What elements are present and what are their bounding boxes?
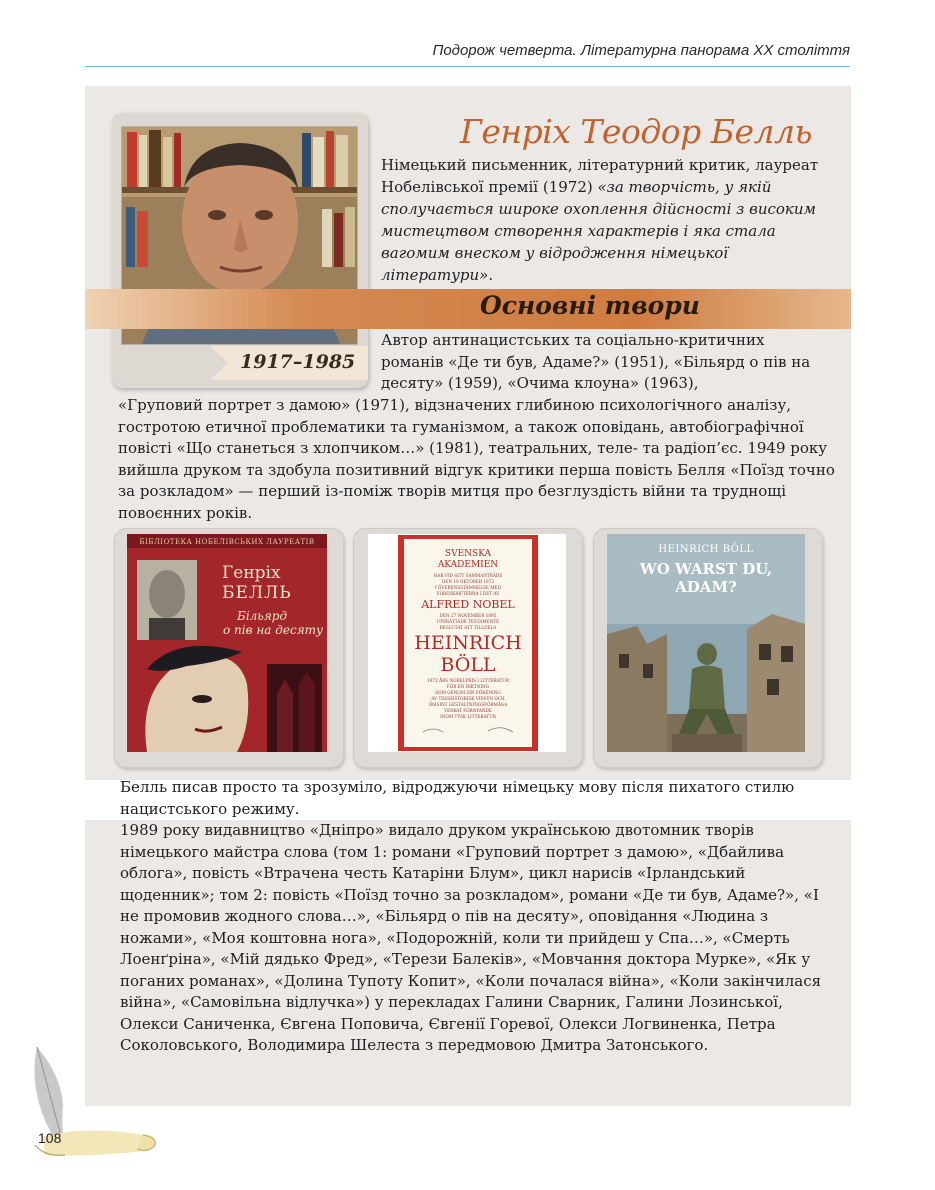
diploma-small6: UPPRÄTTADE TESTAMENTE <box>436 619 500 624</box>
diploma-small14: INOM TYSK LITTERATUR <box>440 714 496 719</box>
works-text-part2: «Груповий портрет з дамою» (1971), відзначених глибиною психологічного аналізу, гостротою етичної проблематики та гуманізмом, а також оповідань, автобіографічної повісті «Що станеться з хлопчиком…» (1981), театральних, теле- та радіоп’єс. 1949 року вийшла друком та здобула позитивний відгук критики перша повість Белля «Поїзд точно за розкладом» — перший із-поміж творів митця про безглуздість війни та труднощі повоєнних років. <box>118 396 835 522</box>
book-cover-wo-warst-du-adam <box>607 534 805 752</box>
diploma-small12: ÖMSINT GESTALTNINGSFÖRMÅGA <box>428 702 508 707</box>
book1-author-last: БЕЛЛЬ <box>222 583 292 603</box>
intro-plain-text: Німецький письменник, літературний критик, лауреат Нобелівської премії (1972) <box>381 156 819 196</box>
diploma-laureate1: HEINRICH <box>414 632 522 654</box>
paragraph-style: Белль писав просто та зрозуміло, відроджуючи німецьку мову після пихатого стилю нацистського режиму. <box>120 778 795 818</box>
running-header <box>85 40 850 67</box>
book3-author: HEINRICH BÖLL <box>658 544 754 555</box>
diploma-nobel: ALFRED NOBEL <box>421 598 515 611</box>
book3-title-line1: WO WARST DU, <box>639 560 773 578</box>
diploma-small3: I ÖVERENSSTÄMMELSE MED <box>435 585 501 590</box>
book1-title-line2: о пів на десяту <box>223 623 323 637</box>
author-intro <box>381 154 831 286</box>
diploma-line2: AKADEMIEN <box>437 560 499 570</box>
intro-end: . <box>488 266 494 284</box>
diploma-small9: FÖR EN DIKTNING <box>446 684 490 689</box>
diploma-small8: 1972 ÅRS NOBELPRIS I LITTERATUR <box>427 678 509 683</box>
diploma-line1: SVENSKA <box>444 549 492 559</box>
works-text-part1: Автор антинацистських та соціально-критичних романів «Де ти був, Адаме?» (1951), «Більярд о пів на десяту» (1959), «Очима клоуна» (1963), <box>381 331 811 392</box>
diploma-small11: AV TIDSHISTORISK VIDSYN OCH <box>431 696 505 701</box>
diploma-laureate2: BÖLL <box>440 654 496 676</box>
book1-series-label: БІБЛІОТЕКА НОБЕЛІВСЬКИХ ЛАУРЕАТІВ <box>139 538 315 546</box>
section-heading-main-works: Основні твори <box>480 291 700 320</box>
diploma-small10: SOM GENOM SIN FÖRENING <box>435 690 501 695</box>
page-number: 108 <box>38 1130 62 1146</box>
running-title: Подорож четверта. Літературна панорама XX століття <box>432 42 850 59</box>
diploma-small1: HAR VID SITT SAMMANTRÄDE <box>433 573 503 578</box>
book1-title-line1: Більярд <box>237 609 288 623</box>
diploma-small7: BESLUTAT ATT TILLDELA <box>439 625 497 630</box>
diploma-small2: DEN 19 OKTOBER 1972 <box>441 579 495 584</box>
paragraph-ukrainian-edition: 1989 року видавництво «Дніпро» видало друком українською двотомник творів німецького майстра слова (том 1: романи «Груповий портрет з дамою», «Дбайлива облога», повість «Втрачена честь Катаріни Блум», цикл нарисів «Ірландський щоденник»; том 2: повість «Поїзд точно за розкладом», романи «Де ти був, Адаме?», «І не промовив жодного слова…», «Більярд о пів на десяту», оповідання «Людина з ножами», «Моя коштовна нога», «Подорожній, коли ти прийдеш у Спа…», «Смерть Лоенґріна», «Мій дядько Фред», «Терези Балеків», «Мовчання доктора Мурке», «Як у поганих романах», «Долина Тупоту Копит», «Коли почалася війна», «Коли закінчилася війна», «Самовільна відлучка») у перекладах Галини Сварник, Галини Лозинської, Олекси Саниченка, Євгена Поповича, Євгенії Горевої, Олекси Логвиненка, Петра Соколовського, Володимира Шелеста з передмовою Дмитра Затонського. <box>120 821 822 1054</box>
diploma-small13: VERKAT FÖRNYANDE <box>444 708 492 713</box>
book3-title-line2: ADAM? <box>675 578 737 596</box>
book1-author-first: Генріх <box>222 563 281 583</box>
nobel-diploma-image <box>368 534 566 752</box>
diploma-small4: FÖRESKRIFTERNA I DET AV <box>436 591 500 596</box>
section-heading-bar <box>85 289 851 329</box>
nobel-citation-quote: «за творчість, у якій сполучається широке охоплення дійсності з високим мистецтвом створення характерів і яка стала вагомим внеском у відродження німецької літератури» <box>381 178 816 284</box>
author-life-years: 1917–1985 <box>240 351 356 373</box>
book-cover-billiard <box>127 534 327 752</box>
feather-quill-icon <box>25 1045 165 1165</box>
diploma-small5: DEN 27 NOVEMBER 1895 <box>439 613 497 618</box>
author-name-title: Генріх Теодор Белль <box>460 112 812 151</box>
